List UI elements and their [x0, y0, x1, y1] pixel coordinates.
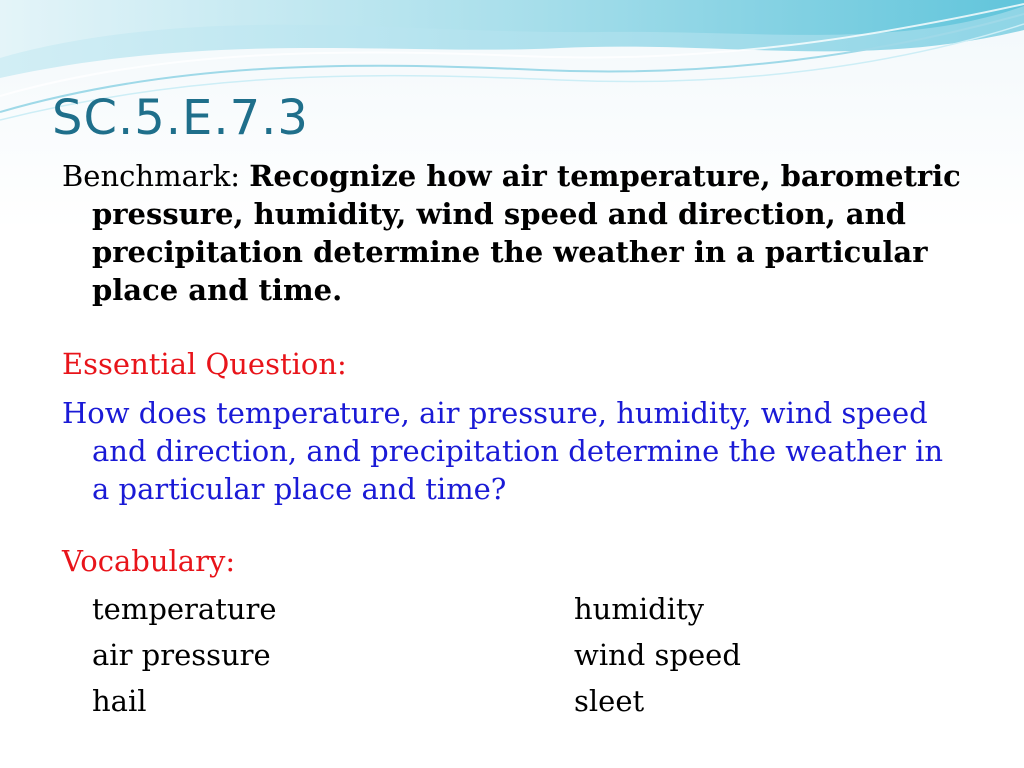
- vocabulary-term: temperature: [92, 592, 277, 626]
- slide-title: SC.5.E.7.3: [52, 90, 309, 146]
- vocabulary-term: hail: [92, 684, 147, 718]
- vocabulary-term: wind speed: [574, 638, 741, 672]
- essential-question-paragraph: [62, 394, 962, 508]
- benchmark-paragraph: [62, 157, 962, 309]
- vocabulary-row: [92, 678, 852, 724]
- benchmark-label: Benchmark:: [62, 159, 250, 193]
- essential-question-label: Essential Question:: [62, 347, 347, 381]
- essential-question-text: How does temperature, air pressure, humidity, wind speed and direction, and precipitation determine the weather in a particular place and time?: [62, 396, 944, 506]
- benchmark-text: Recognize how air temperature, barometric pressure, humidity, wind speed and direction, and precipitation determine the weather in a particular place and time.: [92, 159, 961, 307]
- vocabulary-label: Vocabulary:: [62, 544, 236, 578]
- vocabulary-term: air pressure: [92, 638, 271, 672]
- vocabulary-list: [92, 586, 852, 724]
- vocabulary-term: humidity: [574, 592, 705, 626]
- vocabulary-row: [92, 632, 852, 678]
- vocabulary-row: [92, 586, 852, 632]
- vocabulary-term: sleet: [574, 684, 645, 718]
